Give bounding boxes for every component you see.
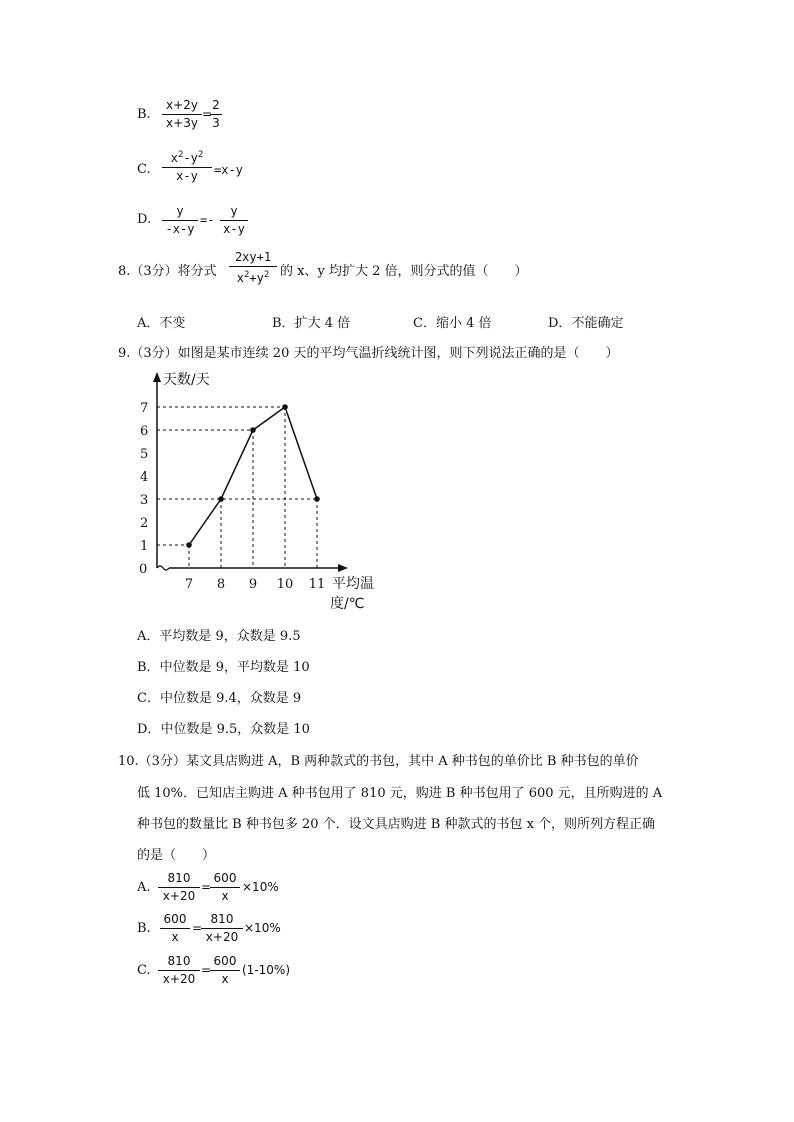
q9-option-c: C．中位数是 9.4，众数是 9 bbox=[137, 691, 302, 706]
y-tick-label: 6 bbox=[140, 424, 149, 439]
q7-d-rhs-fraction: y x-y bbox=[220, 204, 248, 237]
q8-prefix: 8.（3分）将分式 bbox=[118, 264, 217, 279]
y-tick-label: 4 bbox=[140, 470, 149, 485]
y-axis-arrow bbox=[153, 372, 161, 382]
q10-a-lhs-fraction: 810 x+20 bbox=[158, 871, 200, 904]
x-axis-arrow bbox=[338, 564, 348, 572]
q10-b-tail: ×10% bbox=[244, 921, 281, 935]
y-tick-label: 2 bbox=[140, 516, 149, 531]
x-axis-break bbox=[157, 566, 169, 570]
q7-b-lhs-fraction: x+2y x+3y bbox=[162, 98, 202, 131]
q10-line-3: 种书包的数量比 B 种书包多 20 个．设文具店购进 B 种款式的书包 x 个，则所列方程正确 bbox=[137, 817, 656, 832]
q10-b-equals: = bbox=[192, 921, 203, 935]
data-point bbox=[218, 496, 224, 502]
q10-a-tail: ×10% bbox=[242, 880, 279, 894]
x-axis-label-line-2: 度/℃ bbox=[330, 596, 365, 612]
q10-b-lhs-fraction: 600 x bbox=[160, 912, 190, 945]
q8-option-d: D．不能确定 bbox=[548, 316, 624, 331]
q8-fraction: 2xy+1 $x^2+y^2$ bbox=[229, 250, 277, 286]
x-tick-label: 11 bbox=[308, 577, 326, 592]
y-tick-label: 5 bbox=[140, 447, 149, 462]
q10-b-rhs-fraction: 810 x+20 bbox=[201, 912, 243, 945]
q7-b-label: B. bbox=[137, 107, 151, 122]
q9-option-a: A．平均数是 9，众数是 9.5 bbox=[137, 629, 301, 644]
y-tick-label: 7 bbox=[140, 401, 149, 416]
temperature-line-chart bbox=[120, 362, 420, 617]
data-point bbox=[250, 427, 256, 433]
q10-a-equals: = bbox=[201, 880, 212, 894]
q8-option-a: A．不变 bbox=[137, 316, 186, 331]
q10-c-lhs-fraction: 810 x+20 bbox=[158, 954, 200, 987]
x-tick-label: 7 bbox=[184, 577, 194, 592]
q7-c-label: C. bbox=[137, 162, 151, 177]
q7-b-rhs-fraction: 2 3 bbox=[210, 98, 222, 131]
q10-c-rhs-fraction: 600 x bbox=[210, 954, 240, 987]
q10-c-label: C. bbox=[137, 963, 151, 978]
data-point bbox=[186, 542, 192, 548]
q10-c-equals: = bbox=[201, 963, 212, 977]
origin-label: 0 bbox=[139, 562, 148, 577]
q7-d-lhs-fraction: y -x-y bbox=[162, 204, 198, 237]
q7-d-equals: =- bbox=[200, 213, 215, 227]
q8-suffix: 的 x、y 均扩大 2 倍，则分式的值（ ） bbox=[280, 264, 528, 279]
q9-stem: 9.（3分）如图是某市连续 20 天的平均气温折线统计图，则下列说法正确的是（ ） bbox=[118, 346, 619, 361]
q10-line-2: 低 10%．已知店主购进 A 种书包用了 810 元，购进 B 种书包用了 600 元，且所购进的 A bbox=[137, 786, 663, 801]
q7-c-rhs: =x-y bbox=[214, 163, 243, 177]
x-tick-label: 10 bbox=[276, 577, 294, 592]
q7-d-label: D. bbox=[137, 212, 152, 227]
q10-line-1: 10.（3分）某文具店购进 A，B 两种款式的书包，其中 A 种书包的单价比 B 种书包的单价 bbox=[118, 754, 639, 769]
y-tick-label: 3 bbox=[140, 493, 149, 508]
q7-b-equals: = bbox=[202, 107, 213, 121]
q8-option-b: B．扩大 4 倍 bbox=[272, 316, 351, 331]
q7-c-fraction: $x^2-y^2$ x-y bbox=[162, 148, 212, 184]
q10-a-label: A. bbox=[137, 880, 151, 895]
q10-a-rhs-fraction: 600 x bbox=[210, 871, 240, 904]
x-tick-label: 9 bbox=[248, 577, 258, 592]
q10-c-tail: (1-10%) bbox=[242, 963, 290, 977]
x-axis-label-line-1: 平均温 bbox=[332, 576, 374, 592]
q9-option-b: B．中位数是 9，平均数是 10 bbox=[137, 660, 310, 675]
y-axis-label: 天数/天 bbox=[163, 372, 210, 388]
data-point bbox=[282, 404, 288, 410]
data-point bbox=[314, 496, 320, 502]
x-tick-label: 8 bbox=[216, 577, 226, 592]
q9-option-d: D．中位数是 9.5，众数是 10 bbox=[137, 722, 310, 737]
q10-b-label: B. bbox=[137, 921, 151, 936]
q8-option-c: C．缩小 4 倍 bbox=[413, 316, 492, 331]
q10-line-4: 的是（ ） bbox=[137, 848, 216, 863]
y-tick-label: 1 bbox=[140, 539, 149, 554]
